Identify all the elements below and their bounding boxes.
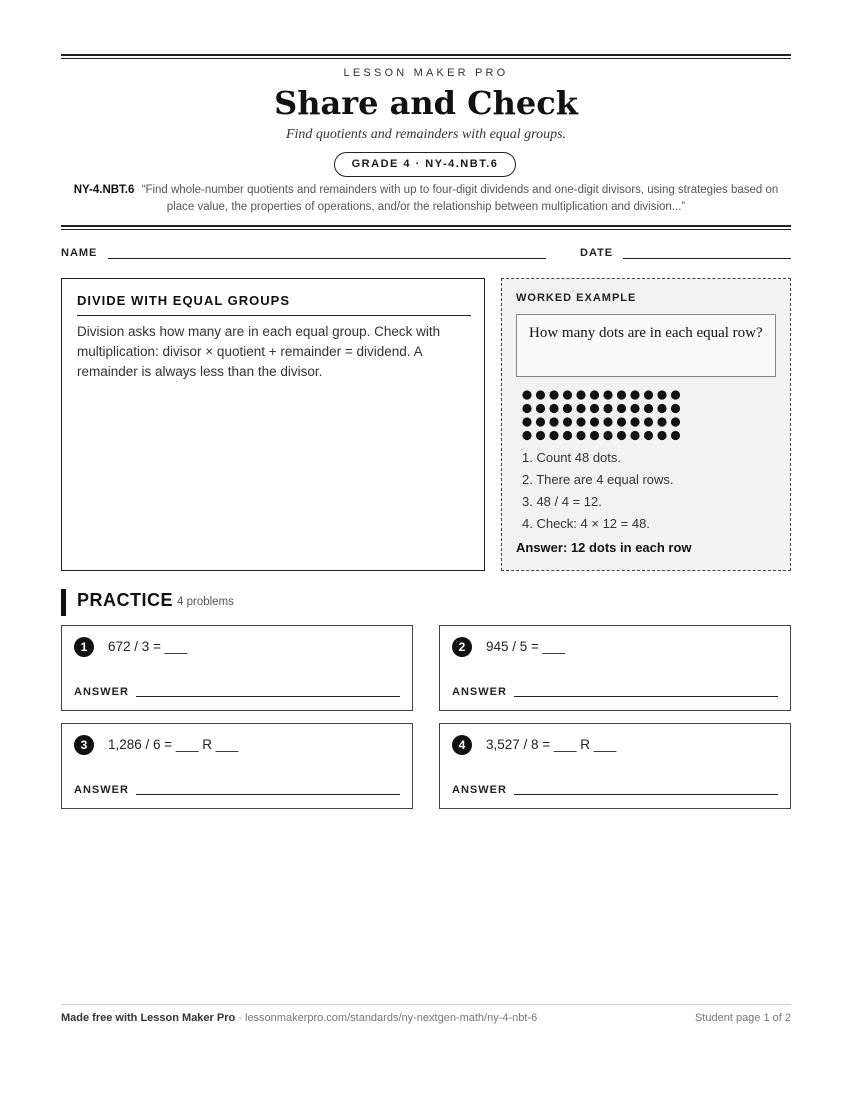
- problem-number-badge: 4: [452, 735, 472, 755]
- dot: [671, 390, 680, 399]
- problem-card-1: [61, 625, 413, 711]
- dot-array: [522, 390, 692, 442]
- dot: [549, 417, 558, 426]
- answer-label: ANSWER: [452, 686, 507, 698]
- concept-divider: [77, 315, 471, 316]
- practice-count: 4 problems: [177, 596, 234, 608]
- problem-text: 672 / 3 = ___: [108, 639, 188, 654]
- dot: [630, 417, 639, 426]
- name-label: NAME: [61, 247, 98, 259]
- header-top-rule: [61, 54, 791, 59]
- answer-field[interactable]: [514, 696, 778, 697]
- dot: [522, 431, 531, 440]
- footer-divider: [61, 1004, 791, 1005]
- dot: [576, 431, 585, 440]
- dot: [617, 417, 626, 426]
- dot: [563, 417, 572, 426]
- dot: [536, 417, 545, 426]
- dot: [644, 417, 653, 426]
- dot: [522, 417, 531, 426]
- problem-number-badge: 2: [452, 637, 472, 657]
- dot: [536, 390, 545, 399]
- worked-example-step: 4. Check: 4 × 12 = 48.: [522, 516, 650, 531]
- answer-label: ANSWER: [452, 784, 507, 796]
- worked-example-step: 3. 48 / 4 = 12.: [522, 494, 602, 509]
- standard-code: NY-4.NBT.6: [73, 184, 135, 196]
- worked-example-step: 1. Count 48 dots.: [522, 450, 622, 465]
- dot: [603, 390, 612, 399]
- dot: [563, 404, 572, 413]
- dot: [630, 390, 639, 399]
- dot: [549, 404, 558, 413]
- dot: [563, 390, 572, 399]
- practice-title: PRACTICE: [77, 590, 174, 610]
- header-bottom-rule: [61, 225, 791, 230]
- worked-example-question: How many dots are in each equal row?: [516, 314, 776, 377]
- dot: [563, 431, 572, 440]
- problem-text: 945 / 5 = ___: [486, 639, 566, 654]
- standard-description: [71, 182, 781, 216]
- dot: [671, 417, 680, 426]
- grade-badge: GRADE 4 · NY-4.NBT.6: [334, 152, 516, 177]
- dot: [590, 431, 599, 440]
- footer-page-number: Student page 1 of 2: [694, 1012, 791, 1024]
- footer-credit: [61, 1012, 537, 1024]
- dot: [671, 404, 680, 413]
- practice-accent-bar: [61, 589, 66, 616]
- dot: [657, 404, 666, 413]
- problem-number-badge: 3: [74, 735, 94, 755]
- brand-name: LESSON MAKER PRO: [343, 67, 509, 79]
- worked-example-steps: [522, 447, 674, 535]
- dot: [576, 404, 585, 413]
- dot: [536, 404, 545, 413]
- worksheet-page: [61, 0, 791, 1100]
- dot: [590, 417, 599, 426]
- dot: [603, 404, 612, 413]
- dot: [644, 404, 653, 413]
- dot: [617, 390, 626, 399]
- worked-example-step: 2. There are 4 equal rows.: [522, 472, 674, 487]
- worked-example-box: [501, 278, 791, 571]
- answer-label: ANSWER: [74, 686, 129, 698]
- dot: [603, 417, 612, 426]
- concept-title: DIVIDE WITH EQUAL GROUPS: [77, 293, 290, 308]
- dot: [576, 390, 585, 399]
- dot: [549, 390, 558, 399]
- dot: [576, 417, 585, 426]
- dot: [617, 431, 626, 440]
- dot: [657, 390, 666, 399]
- answer-label: ANSWER: [74, 784, 129, 796]
- dot: [536, 431, 545, 440]
- worked-example-title: WORKED EXAMPLE: [516, 292, 637, 304]
- dot: [630, 431, 639, 440]
- problem-card-4: [439, 723, 791, 809]
- dot: [644, 390, 653, 399]
- problem-card-3: [61, 723, 413, 809]
- concept-body: Division asks how many are in each equal group. Check with multiplication: divisor × quotient + remainder = dividend. A remainder is always less than the divisor.: [77, 324, 441, 379]
- dot: [617, 404, 626, 413]
- dot: [644, 431, 653, 440]
- answer-field[interactable]: [136, 794, 400, 795]
- problem-text: 3,527 / 8 = ___ R ___: [486, 737, 617, 752]
- dot: [630, 404, 639, 413]
- page-subtitle: Find quotients and remainders with equal groups.: [285, 127, 567, 142]
- dot: [590, 390, 599, 399]
- answer-field[interactable]: [136, 696, 400, 697]
- name-field[interactable]: [108, 258, 546, 259]
- problem-text: 1,286 / 6 = ___ R ___: [108, 737, 239, 752]
- dot: [671, 431, 680, 440]
- footer-url: · lessonmakerpro.com/standards/ny-nextgen-math/ny-4-nbt-6: [235, 1012, 538, 1024]
- dot: [522, 390, 531, 399]
- date-label: DATE: [580, 247, 614, 259]
- problem-number-badge: 1: [74, 637, 94, 657]
- concept-box: [61, 278, 485, 571]
- dot: [522, 404, 531, 413]
- worked-example-answer: Answer: 12 dots in each row: [516, 540, 692, 555]
- dot: [590, 404, 599, 413]
- dot: [603, 431, 612, 440]
- dot: [549, 431, 558, 440]
- page-title: Share and Check: [274, 84, 578, 122]
- standard-text: “Find whole-number quotients and remainders with up to four-digit dividends and one-digit divisors, using strategies based on place value, the properties of operations, and/or the relationship between multiplication and division...”: [141, 184, 779, 213]
- date-field[interactable]: [623, 258, 791, 259]
- problem-card-2: [439, 625, 791, 711]
- answer-field[interactable]: [514, 794, 778, 795]
- dot: [657, 431, 666, 440]
- footer-made-with: Made free with Lesson Maker Pro: [61, 1012, 236, 1024]
- dot: [657, 417, 666, 426]
